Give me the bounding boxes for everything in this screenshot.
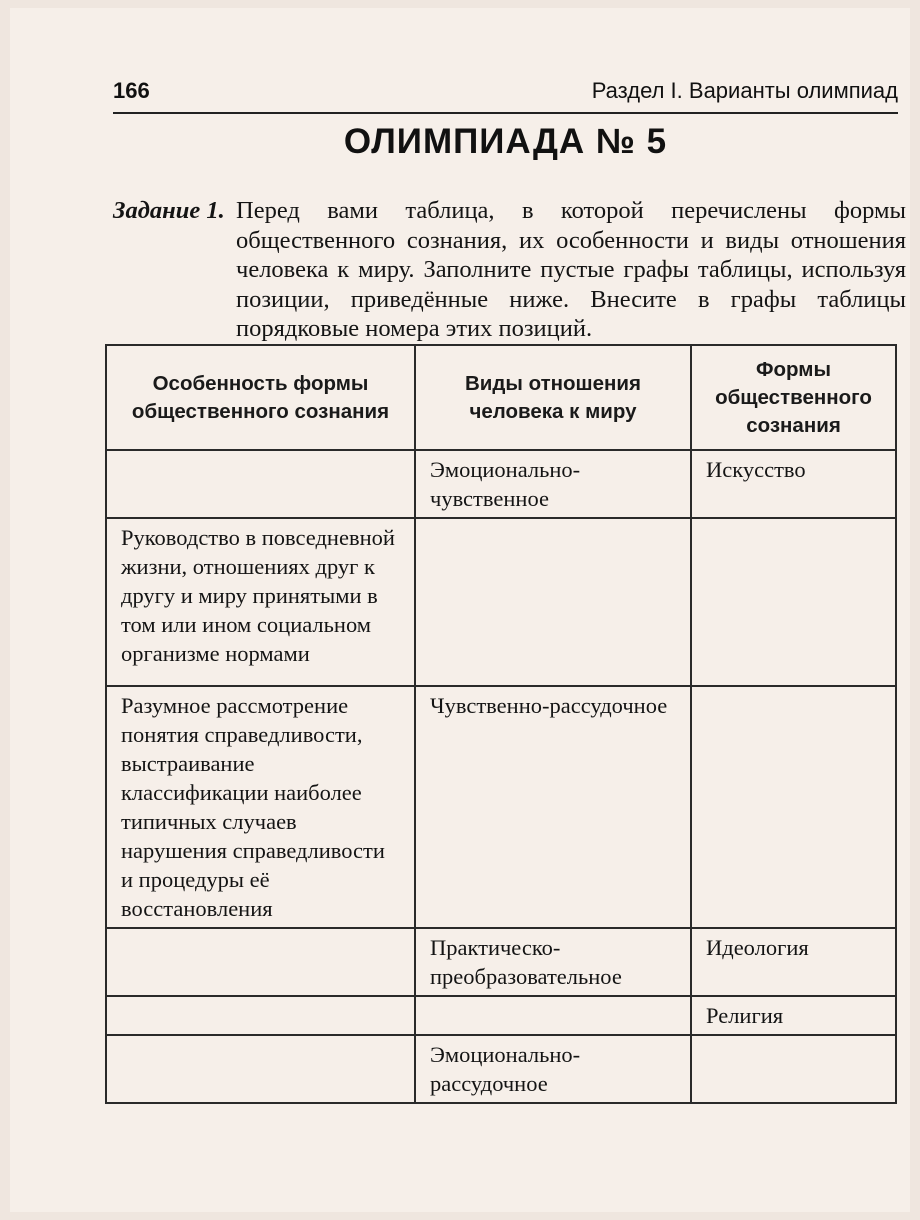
table-cell xyxy=(106,928,415,996)
table-row xyxy=(106,996,896,1035)
table-cell xyxy=(415,518,691,686)
table-cell: Чувственно-рассудочное xyxy=(415,686,691,928)
header-rule xyxy=(113,112,898,114)
consciousness-forms-table xyxy=(105,344,897,1104)
running-header xyxy=(113,78,898,112)
table-cell: Разумное рассмотрение понятия справедливости, выстраивание классификации наиболее типичных случаев нарушения справедливости и процедуры её восстановления xyxy=(106,686,415,928)
table-cell xyxy=(691,686,896,928)
task-text: Перед вами таблица, в которой перечислены формы общественного сознания, их особенности и виды отношения человека к миру. Заполните пустые графы таблицы, используя позиции, приведённые ниже. Внесите в графы таблицы порядковые номера этих позиций. xyxy=(236,197,906,342)
table-cell xyxy=(691,518,896,686)
table-row xyxy=(106,686,896,928)
page-title: ОЛИМПИАДА № 5 xyxy=(343,122,668,161)
table-row xyxy=(106,518,896,686)
page-number: 166 xyxy=(113,78,150,103)
table-cell: Идеология xyxy=(691,928,896,996)
task-label: Задание 1. xyxy=(113,197,225,224)
table-cell: Религия xyxy=(691,996,896,1035)
column-header-feature: Особенность формы общественного сознания xyxy=(106,345,415,450)
table-cell: Эмоционально-чувственное xyxy=(415,450,691,518)
table-row xyxy=(106,928,896,996)
table-cell xyxy=(106,1035,415,1103)
table-row xyxy=(106,450,896,518)
table-cell: Искусство xyxy=(691,450,896,518)
table-header-row xyxy=(106,345,896,450)
column-header-relation: Виды отношения человека к миру xyxy=(415,345,691,450)
section-title: Раздел I. Варианты олимпиад xyxy=(591,78,898,103)
table-cell xyxy=(415,996,691,1035)
table-cell: Эмоционально-рассудочное xyxy=(415,1035,691,1103)
table-cell xyxy=(106,996,415,1035)
column-header-form: Формы общественного сознания xyxy=(691,345,896,450)
table-cell: Практическо-преобразовательное xyxy=(415,928,691,996)
table-cell xyxy=(106,450,415,518)
table-cell: Руководство в повседневной жизни, отношениях друг к другу и миру принятыми в том или ином социальном организме нормами xyxy=(106,518,415,686)
table-row xyxy=(106,1035,896,1103)
table-cell xyxy=(691,1035,896,1103)
